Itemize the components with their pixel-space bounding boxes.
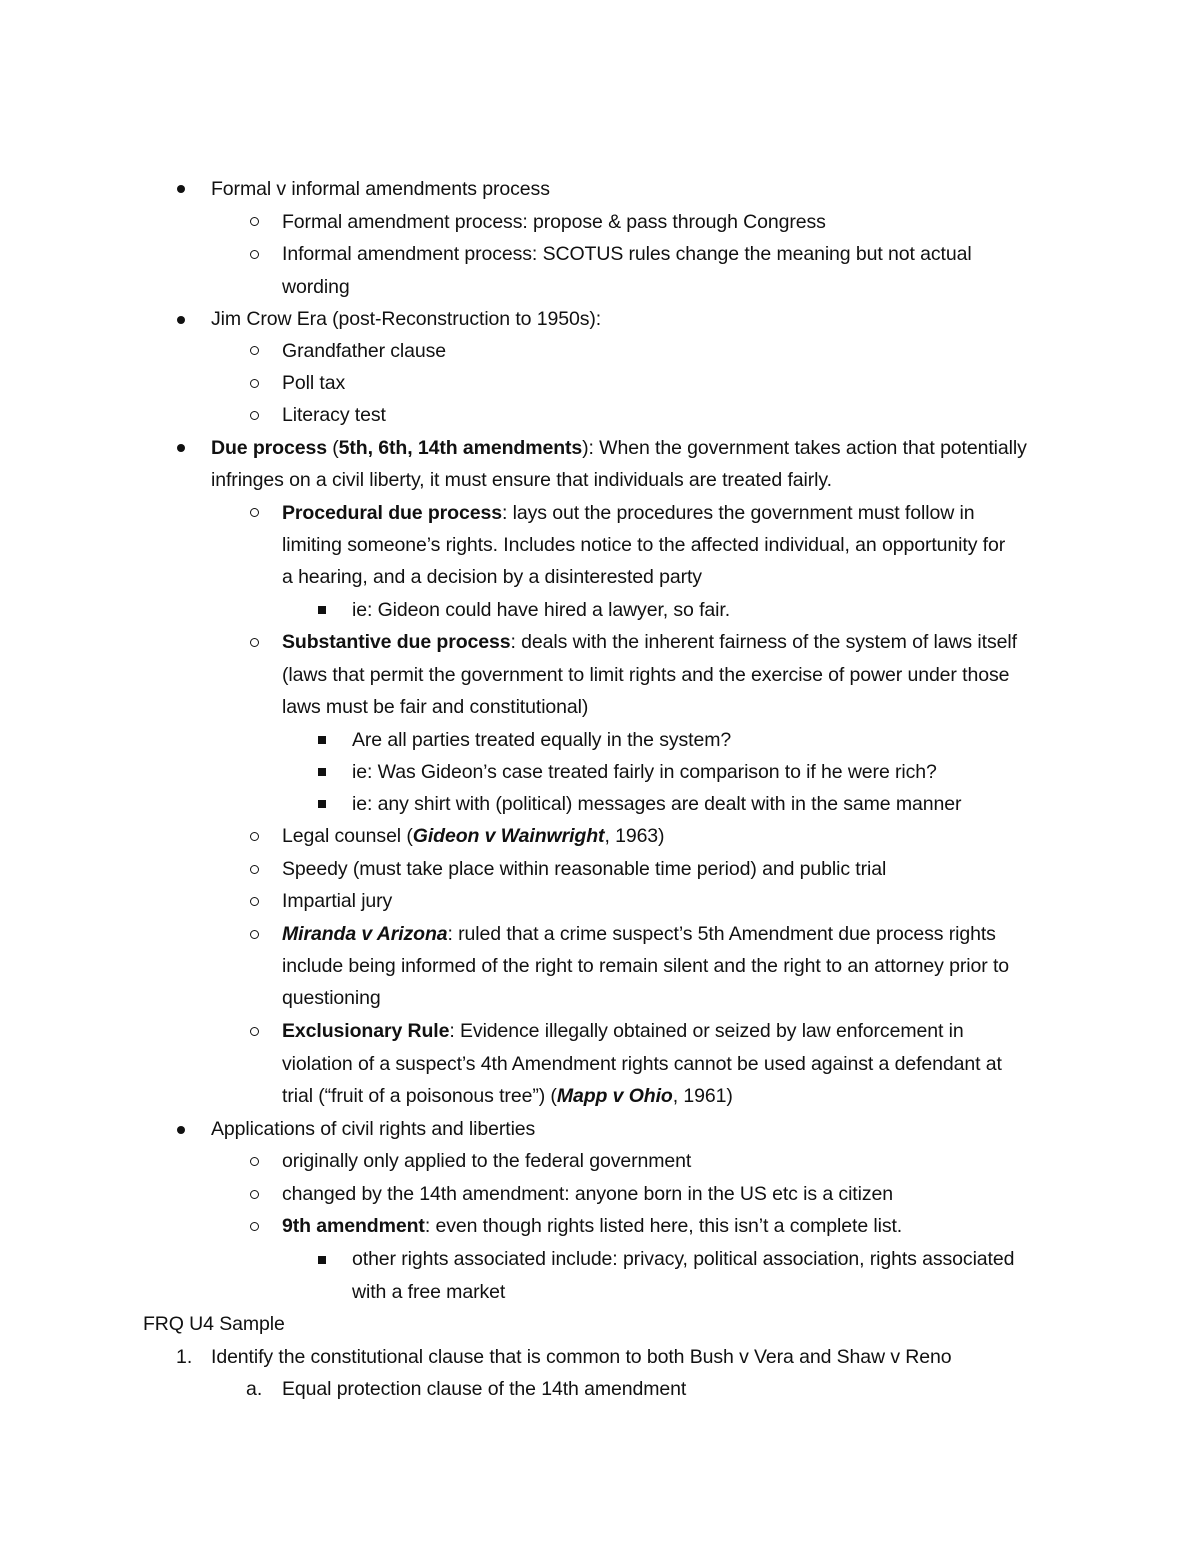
note-speedy-trial: Speedy (must take place within reasonable time period) and public trial (282, 858, 887, 880)
note-substantive-due-process (282, 626, 1017, 658)
bullet-disc (177, 316, 185, 324)
bullet-square (318, 1256, 326, 1264)
case-gideon: Gideon v Wainwright (412, 825, 605, 847)
bullet-circle (250, 379, 259, 388)
9th-amendment-definition: : even though rights listed here, this isn’t a complete list. (424, 1215, 903, 1237)
term-procedural: Procedural due process (282, 502, 502, 524)
note-procedural-cont-2: a hearing, and a decision by a disinterested party (282, 566, 702, 588)
bullet-square (318, 606, 326, 614)
exclusionary-definition: : Evidence illegally obtained or seized by law enforcement in (449, 1020, 964, 1042)
note-exclusionary-cont-1: violation of a suspect’s 4th Amendment rights cannot be used against a defendant at (282, 1053, 1002, 1075)
note-impartial-jury: Impartial jury (282, 890, 393, 912)
bullet-circle (250, 217, 259, 226)
note-9th-amendment (282, 1210, 902, 1242)
legal-counsel-year: , 1963) (604, 825, 665, 847)
term-amendments: 5th, 6th, 14th amendments (338, 437, 583, 459)
bullet-circle (250, 1157, 259, 1166)
note-due-process (211, 432, 1027, 464)
bullet-circle (250, 346, 259, 355)
substantive-definition: : deals with the inherent fairness of the system of laws itself (510, 631, 1017, 653)
note-substantive-cont-2: laws must be fair and constitutional) (282, 696, 589, 718)
bullet-circle (250, 897, 259, 906)
list-letter: a. (246, 1378, 263, 1400)
note-poll-tax: Poll tax (282, 372, 346, 394)
miranda-definition: : ruled that a crime suspect’s 5th Amendment due process rights (447, 923, 996, 945)
bullet-circle (250, 508, 259, 517)
bullet-circle (250, 832, 259, 841)
note-grandfather-clause: Grandfather clause (282, 340, 447, 362)
list-number: 1. (176, 1346, 193, 1368)
term-exclusionary: Exclusionary Rule (282, 1020, 450, 1042)
note-other-rights: other rights associated include: privacy, political association, rights associated (352, 1248, 1015, 1270)
frq-heading: FRQ U4 Sample (143, 1313, 285, 1335)
note-exclusionary-cont-2 (282, 1080, 733, 1112)
note-procedural-due-process (282, 497, 974, 529)
paren-open: ( (326, 437, 339, 459)
note-gideon-fair: ie: Gideon could have hired a lawyer, so fair. (352, 599, 731, 621)
bullet-circle (250, 250, 259, 259)
note-procedural-cont-1: limiting someone’s rights. Includes notice to the affected individual, an opportunity for (282, 534, 1006, 556)
note-other-rights-cont: with a free market (352, 1281, 506, 1303)
note-literacy-test: Literacy test (282, 404, 386, 426)
term-substantive: Substantive due process (282, 631, 511, 653)
mapp-year: , 1961) (672, 1085, 733, 1107)
bullet-circle (250, 1190, 259, 1199)
bullet-square (318, 768, 326, 776)
note-parties-equal: Are all parties treated equally in the system? (352, 729, 732, 751)
bullet-circle (250, 865, 259, 874)
bullet-disc (177, 1126, 185, 1134)
bullet-circle (250, 411, 259, 420)
bullet-disc (177, 444, 185, 452)
frq-answer-a: Equal protection clause of the 14th amendment (282, 1378, 687, 1400)
bullet-square (318, 800, 326, 808)
note-informal-process-cont: wording (282, 276, 350, 298)
procedural-definition: : lays out the procedures the government must follow in (501, 502, 975, 524)
bullet-circle (250, 1027, 259, 1036)
case-mapp: Mapp v Ohio (556, 1085, 673, 1107)
term-9th-amendment: 9th amendment (282, 1215, 425, 1237)
note-miranda-cont-2: questioning (282, 987, 381, 1009)
note-applications: Applications of civil rights and liberties (211, 1118, 536, 1140)
note-miranda (282, 918, 996, 950)
note-formal-process: Formal amendment process: propose & pass through Congress (282, 211, 826, 233)
note-14th-amendment: changed by the 14th amendment: anyone born in the US etc is a citizen (282, 1183, 893, 1205)
note-federal-only: originally only applied to the federal government (282, 1150, 692, 1172)
note-jim-crow: Jim Crow Era (post-Reconstruction to 1950s): (211, 308, 602, 330)
note-exclusionary-rule (282, 1015, 964, 1047)
note-gideon-rich: ie: Was Gideon’s case treated fairly in comparison to if he were rich? (352, 761, 937, 783)
bullet-square (318, 736, 326, 744)
case-miranda: Miranda v Arizona (282, 923, 448, 945)
note-legal-counsel (282, 820, 664, 852)
note-miranda-cont-1: include being informed of the right to remain silent and the right to an attorney prior to (282, 955, 1010, 977)
bullet-circle (250, 930, 259, 939)
note-formal-informal: Formal v informal amendments process (211, 178, 550, 200)
frq-question-1: Identify the constitutional clause that is common to both Bush v Vera and Shaw v Reno (211, 1346, 952, 1368)
term-due-process: Due process (211, 437, 327, 459)
fruit-poisonous-tree: trial (“fruit of a poisonous tree”) ( (282, 1085, 557, 1107)
legal-counsel-label: Legal counsel ( (282, 825, 413, 847)
note-informal-process: Informal amendment process: SCOTUS rules change the meaning but not actual (282, 243, 972, 265)
note-substantive-cont-1: (laws that permit the government to limit rights and the exercise of power under those (282, 664, 1010, 686)
due-process-definition: ): When the government takes action that potentially (582, 437, 1027, 459)
bullet-circle (250, 638, 259, 647)
bullet-disc (177, 185, 185, 193)
bullet-circle (250, 1222, 259, 1231)
note-shirt-messages: ie: any shirt with (political) messages are dealt with in the same manner (352, 793, 962, 815)
note-due-process-cont: infringes on a civil liberty, it must ensure that individuals are treated fairly. (211, 469, 832, 491)
